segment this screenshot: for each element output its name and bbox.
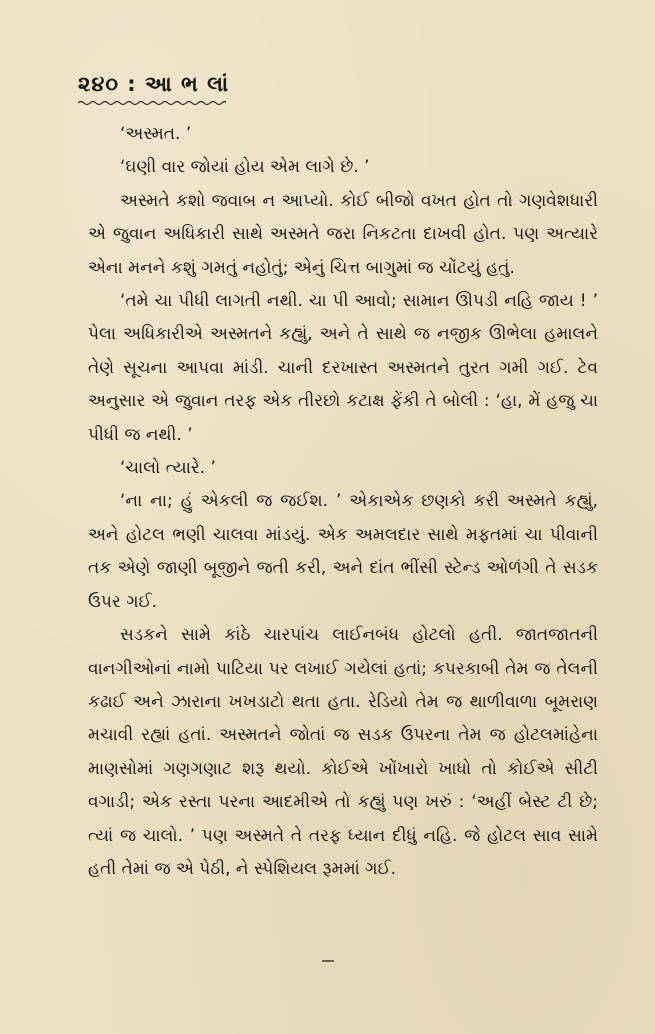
paragraph-5: ‘ચાલો ત્યારે. ’ bbox=[120, 458, 216, 479]
paragraph-6: ‘ના ના; હું એકલી જ જઈશ. ’ એકાએક છણકો કરી અસ્મતે કહ્યું, અને હોટલ ભણી ચાલવા માંડયું. એક અમલદાર સાથે મફતમાં ચા પીવાની તક એણે જાણી બૂજીને જતી કરી, અને દાંત ભીંસી સ્ટેન્ડ ઓળંગી તે સડક ઉપર ગઈ. bbox=[88, 491, 598, 612]
decorative-wavy-rule bbox=[78, 100, 226, 106]
paragraph-2: ‘ઘણી વાર જોયાં હોય એમ લાગે છે. ’ bbox=[120, 157, 370, 178]
paragraph-7: સડકને સામે કાંઠે ચારપાંચ લાઈનબંધ હોટલો હતી. જાતજાતની વાનગીઓનાં નામો પાટિયા પર લખાઈ ગયેલાં હતાં; કપરકાબી તેમ જ તેલની કઢાઈ અને ઝારાના ખખડાટો થતા હતા. રેડિયો તેમ જ થાળીવાળા બૂમરાણ મચાવી રહ્યાં હતાં. અસ્મતને જોતાં જ સડક ઉપરના તેમ જ હોટલમાંહેના માણસોમાં ગણગણાટ શરૂ થયો. કોઈએ ખોંખારો ખાધો તો કોઈએ સીટી વગાડી; એક રસ્તા પરના આદમીએ તો કહ્યું પણ ખરું : ‘અહીં બેસ્ટ ટી છે; ત્યાં જ ચાલો. ’ પણ અસ્મતે તે તરફ ધ્યાન દીધું નહિ. જે હોટલ સાવ સામે હતી તેમાં જ એ પેઠી, ને સ્પેશિયલ રૂમમાં ગઈ. bbox=[88, 625, 598, 879]
page-end-dash bbox=[322, 960, 334, 962]
paragraph-4: ‘તમે ચા પીધી લાગતી નથી. ચા પી આવો; સામાન ઊપડી નહિ જાય ! ’ પેલા અધિકારીએ અસ્મતને કહ્યું, અને તે સાથે જ નજીક ઊભેલા હમાલને તેણે સૂચના આપવા માંડી. ચાની દરખાસ્ત અસ્મતને તુરત ગમી ગઈ. ટેવ અનુસાર એ જુવાન તરફ એક તીરછો કટાક્ષ ફેંકી તે બોલી : ‘હા, મેં હજુ ચા પીધી જ નથી. ’ bbox=[88, 291, 598, 445]
paragraph-3: અસ્મતે કશો જવાબ ન આપ્યો. કોઈ બીજો વખત હોત તો ગણવેશધારી એ જુવાન અધિકારી સાથે અસ્મતે જરા નિકટતા દાખવી હોત. પણ અત્યારે એના મનને કશું ગમતું નહોતું; એનું ચિત્ત બાગુમાં જ ચોંટયું હતું. bbox=[88, 190, 598, 278]
paragraph-1: ‘અસ્મત. ’ bbox=[120, 124, 192, 144]
body-text bbox=[88, 118, 598, 886]
running-head: ૨૪૦ : આ ભ લાં bbox=[78, 72, 230, 96]
